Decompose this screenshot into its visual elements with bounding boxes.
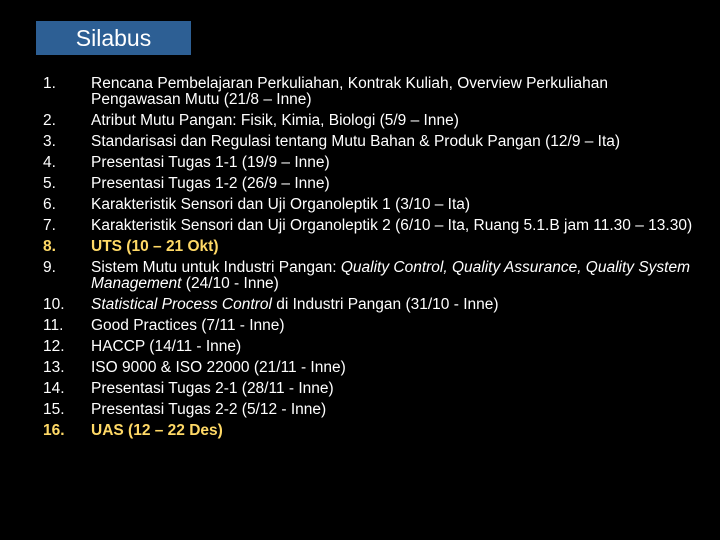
syllabus-item-segment: Presentasi Tugas 1-1 (19/9 – Inne): [91, 154, 330, 171]
syllabus-item-segment: Presentasi Tugas 2-2 (5/12 - Inne): [91, 401, 327, 418]
syllabus-item-number: 15.: [43, 401, 65, 418]
syllabus-item-segment: Presentasi Tugas 1-2 (26/9 – Inne): [91, 175, 330, 192]
syllabus-item-text: [91, 316, 693, 337]
syllabus-item-text: [91, 174, 693, 195]
syllabus-item: [43, 74, 693, 111]
syllabus-item-number: 10.: [43, 296, 65, 313]
syllabus-item: [43, 295, 693, 316]
syllabus-item-term: Quality Control, Quality Assurance, Quality System Management: [91, 259, 691, 292]
syllabus-item-text: [91, 111, 693, 132]
syllabus-item: [43, 358, 693, 379]
syllabus-item: [43, 258, 693, 295]
syllabus-item-number: 11.: [43, 317, 64, 334]
syllabus-item-text: [91, 400, 693, 421]
syllabus-item-number: 1.: [43, 75, 56, 92]
syllabus-item-segment: HACCP (14/11 - Inne): [91, 338, 242, 355]
syllabus-item: [43, 400, 693, 421]
syllabus-item: [43, 153, 693, 174]
syllabus-item: [43, 421, 693, 442]
syllabus-item-number: 4.: [43, 154, 56, 171]
syllabus-item-number: 14.: [43, 380, 65, 397]
syllabus-item-number: 13.: [43, 359, 65, 376]
syllabus-item-text: [91, 132, 693, 153]
syllabus-item-text: [91, 237, 693, 258]
syllabus-item-number: 6.: [43, 196, 56, 213]
syllabus-item-segment: Karakteristik Sensori dan Uji Organoleptik 1 (3/10 – Ita): [91, 196, 471, 213]
syllabus-item: [43, 316, 693, 337]
syllabus-item-number: 9.: [43, 259, 56, 276]
syllabus-item-number: 8.: [43, 238, 56, 255]
syllabus-item-segment: UAS (12 – 22 Des): [91, 422, 223, 439]
syllabus-item-text: [91, 358, 693, 379]
syllabus-item: [43, 237, 693, 258]
syllabus-item-text: [91, 421, 693, 442]
syllabus-item-segment: di Industri Pangan (31/10 - Inne): [271, 296, 499, 313]
syllabus-item-text: [91, 295, 693, 316]
syllabus-item-number: 2.: [43, 112, 56, 129]
syllabus-item-term: Statistical Process Control: [91, 296, 272, 313]
syllabus-item-segment: Karakteristik Sensori dan Uji Organoleptik 2 (6/10 – Ita, Ruang 5.1.B jam 11.30 – 13.30): [91, 217, 693, 234]
syllabus-item: [43, 111, 693, 132]
syllabus-item-number: 5.: [43, 175, 56, 192]
syllabus-item-text: [91, 258, 693, 295]
syllabus-item-segment: UTS (10 – 21 Okt): [91, 238, 219, 255]
syllabus-item-segment: Good Practices (7/11 - Inne): [91, 317, 285, 334]
syllabus-item-number: 3.: [43, 133, 56, 150]
syllabus-item-text: [91, 337, 693, 358]
syllabus-item: [43, 216, 693, 237]
syllabus-item: [43, 195, 693, 216]
syllabus-item-text: [91, 153, 693, 174]
syllabus-item-text: [91, 216, 693, 237]
syllabus-item-segment: Presentasi Tugas 2-1 (28/11 - Inne): [91, 380, 334, 397]
syllabus-item-text: [91, 195, 693, 216]
slide-title: Silabus: [36, 21, 191, 55]
syllabus-item: [43, 337, 693, 358]
syllabus-item: [43, 379, 693, 400]
syllabus-item-number: 7.: [43, 217, 56, 234]
syllabus-item-segment: Atribut Mutu Pangan: Fisik, Kimia, Biologi (5/9 – Inne): [91, 112, 459, 129]
syllabus-item: [43, 132, 693, 153]
syllabus-item-text: [91, 379, 693, 400]
syllabus-item-segment: Standarisasi dan Regulasi tentang Mutu Bahan & Produk Pangan (12/9 – Ita): [91, 133, 621, 150]
syllabus-item-text: [91, 74, 693, 111]
syllabus-list: [43, 74, 693, 442]
syllabus-item-segment: Rencana Pembelajaran Perkuliahan, Kontrak Kuliah, Overview Perkuliahan Pengawasan Mutu (21/8 – Inne): [91, 75, 608, 108]
syllabus-item-segment: Sistem Mutu untuk Industri Pangan:: [91, 259, 341, 276]
syllabus-item-segment: ISO 9000 & ISO 22000 (21/11 - Inne): [91, 359, 346, 376]
syllabus-item-number: 12.: [43, 338, 65, 355]
syllabus-item-segment: (24/10 - Inne): [181, 275, 279, 292]
syllabus-item: [43, 174, 693, 195]
syllabus-item-number: 16.: [43, 422, 65, 439]
